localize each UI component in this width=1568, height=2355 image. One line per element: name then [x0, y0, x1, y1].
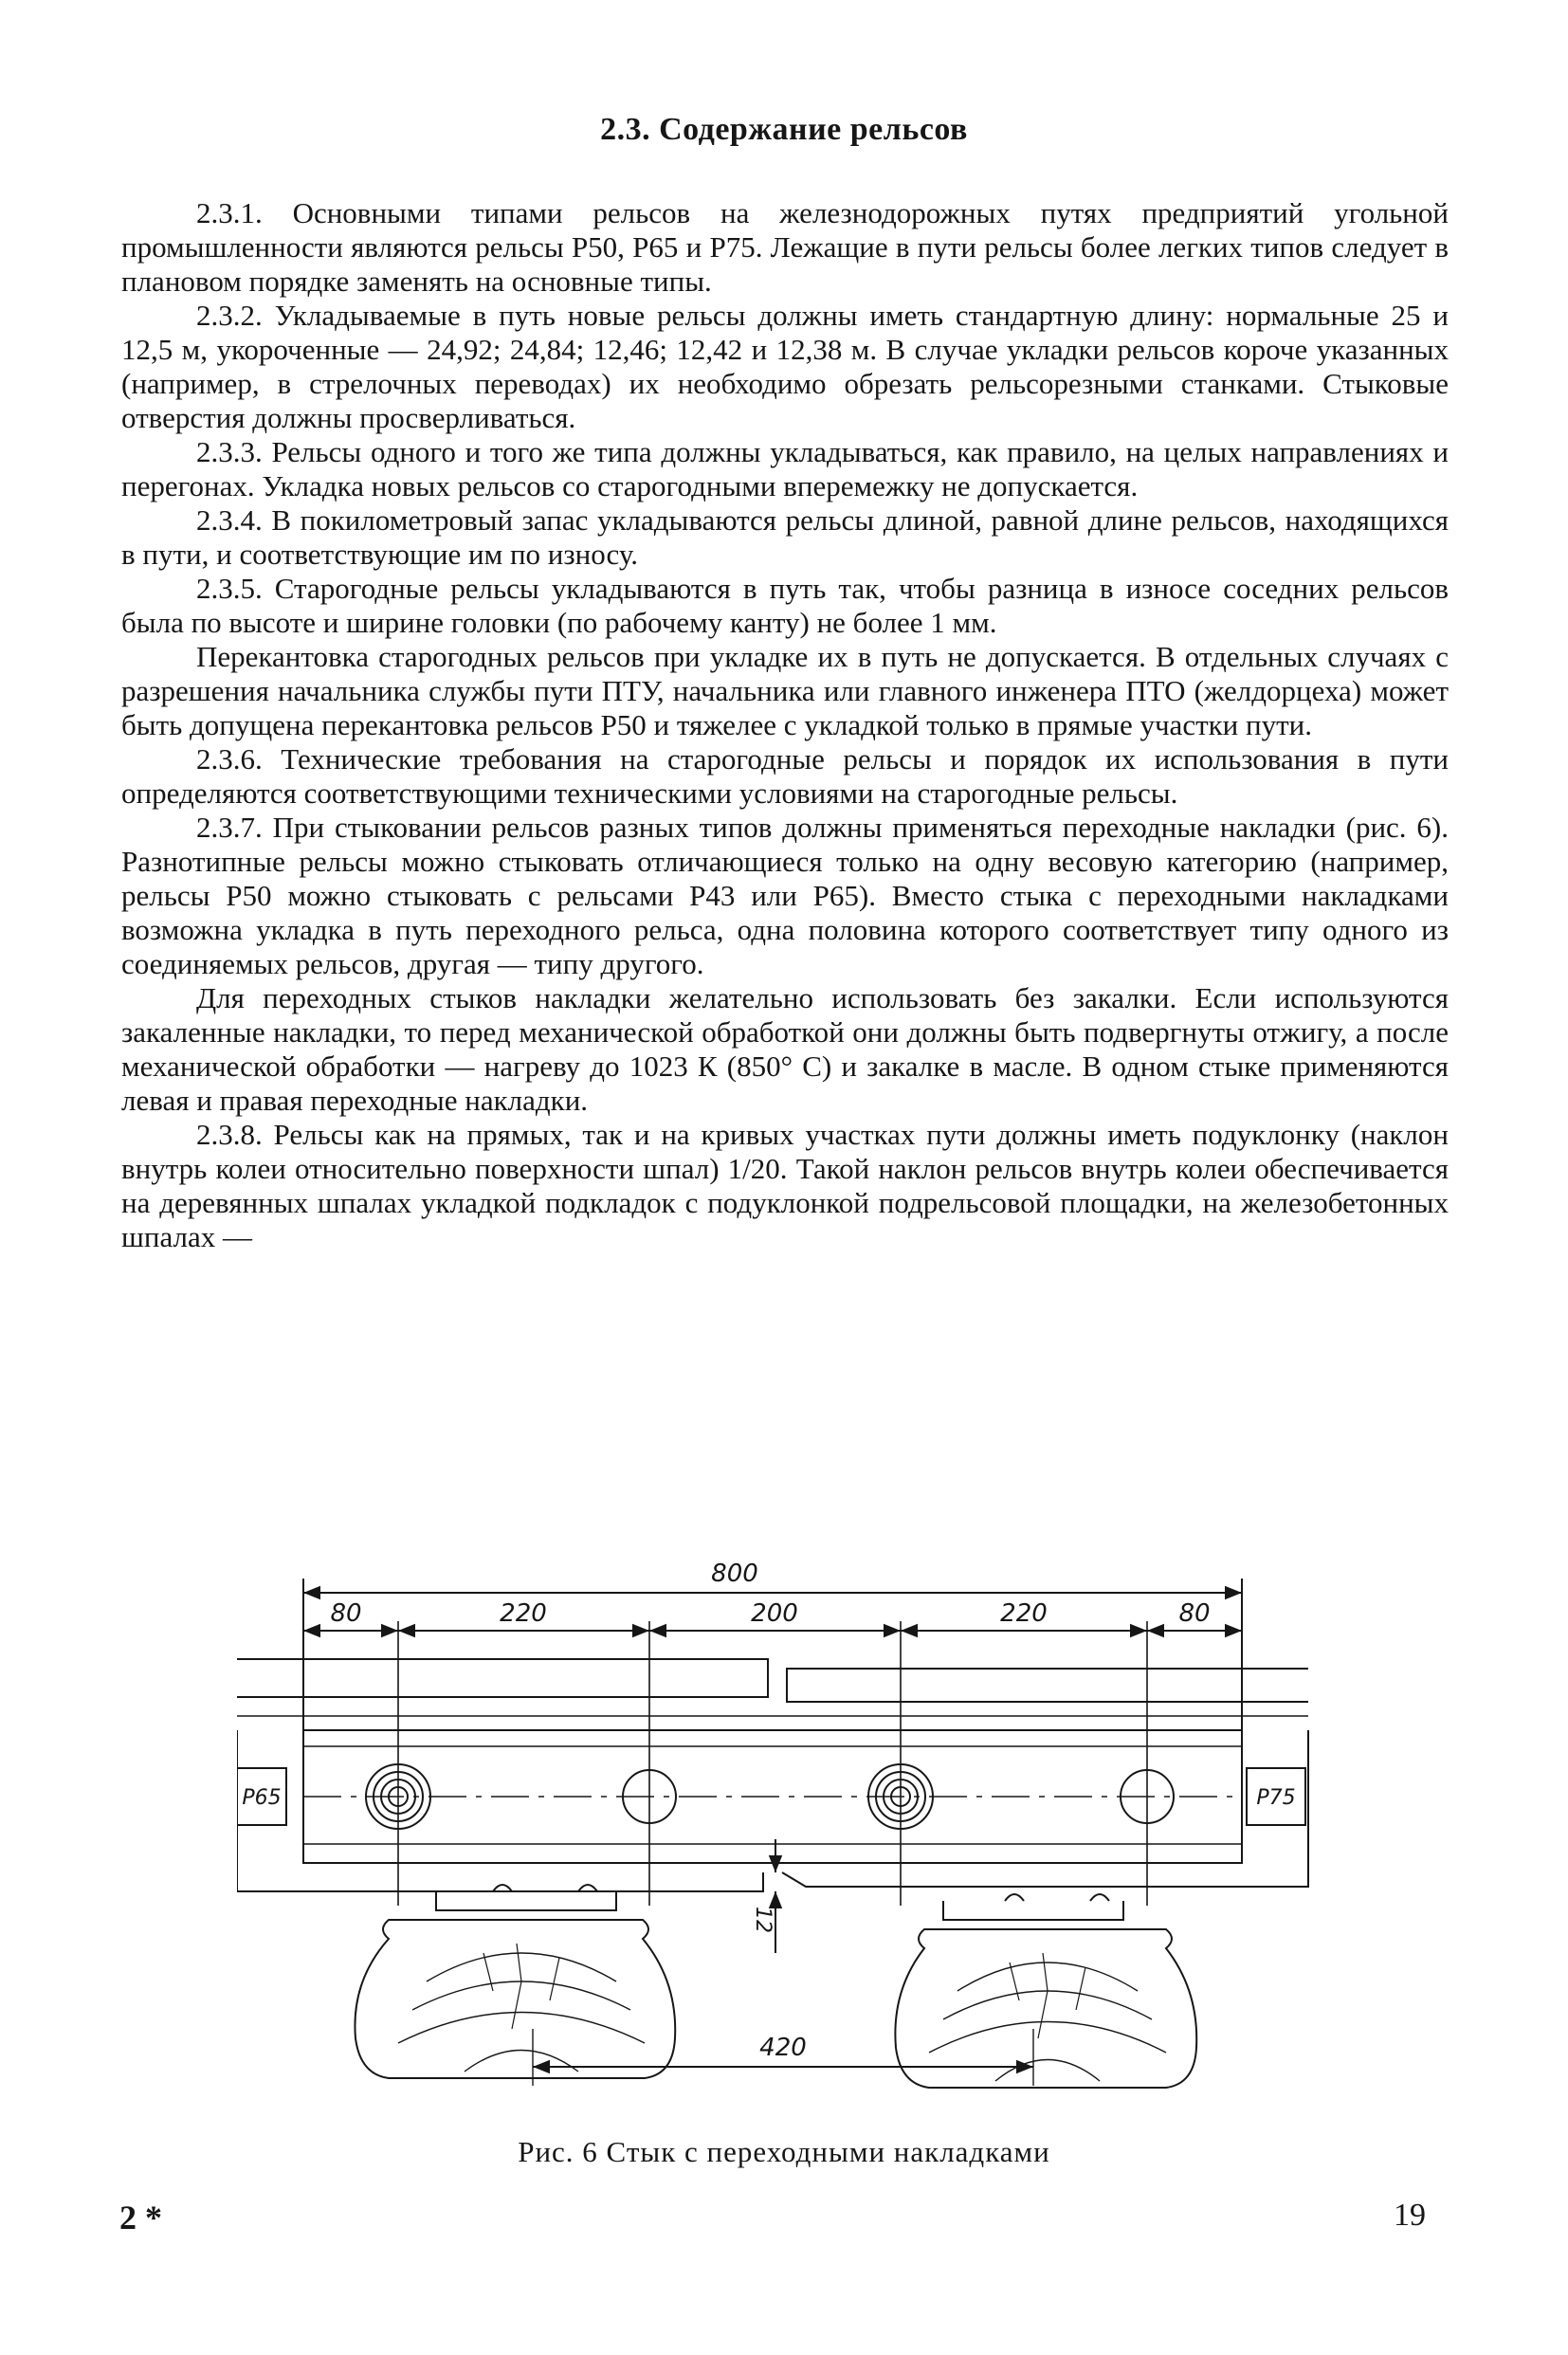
dim-label-total: 800 [711, 1560, 758, 1588]
dim-label-seg-5: 80 [1178, 1599, 1211, 1628]
paragraph-2-3-6: 2.3.6. Технические требования на старогодные рельсы и порядок их использования в пути определяются соответствующими техническими условиями на старогодные рельсы. [121, 742, 1449, 810]
rail-foot-right [782, 1863, 1308, 1887]
rail-label-right: Р75 [1256, 1786, 1296, 1810]
paragraph-2-3-8: 2.3.8. Рельсы как на прямых, так и на кривых участках пути должны иметь подуклонку (наклон внутрь колеи относительно поверхности шпал) 1/20. Такой наклон рельсов внутрь колеи обеспечивается на деревянных шпалах укладкой подкладок с подуклонкой подрельсовой площадки, на железобетонных шпалах — [121, 1118, 1449, 1253]
page-number: 19 [1394, 2198, 1426, 2233]
rail-label-left: Р65 [242, 1786, 282, 1810]
dim-label-seg-3: 200 [751, 1599, 798, 1628]
dim-label-seg-4: 220 [1000, 1599, 1048, 1628]
rail-foot-left [237, 1863, 763, 1891]
figure-caption: Рис. 6 Стык с переходными накладками [518, 2135, 1050, 2168]
paragraph-2-3-5: 2.3.5. Старогодные рельсы укладываются в путь так, чтобы разница в износе соседних рельсов была по высоте и ширине головки (по рабочему канту) не более 1 мм. [121, 572, 1449, 639]
sleeper-left [355, 1920, 675, 2078]
dim-label-seg-2: 220 [500, 1599, 547, 1628]
dim-label-seg-1: 80 [330, 1599, 362, 1628]
paragraph-2-3-4: 2.3.4. В покилометровый запас укладываются рельсы длиной, равной длине рельсов, находящихся в пути, и соответствующие им по износу. [121, 503, 1449, 571]
paragraph-2-3-2: 2.3.2. Укладываемые в путь новые рельсы должны иметь стандартную длину: нормальные 25 и 12,5 м, укороченные — 24,92; 24,84; 12,46; 12,42 и 12,38 м. В случае укладки рельсов короче указанных (например, в стрелочных переводах) их необходимо обрезать рельсорезными станками. Стыковые отверстия должны просверливаться. [121, 299, 1449, 434]
sleeper-right [895, 1929, 1196, 2088]
tie-plate-left [436, 1891, 616, 1910]
dim-label-sleepers: 420 [759, 2034, 807, 2062]
rail-head-right [787, 1669, 1308, 1702]
rail-joint-drawing [237, 1536, 1337, 2105]
paragraph-recanting: Перекантовка старогодных рельсов при укладке их в путь не допускается. В отдельных случаях с разрешения начальника службы пути ПТУ, начальника или главного инженера ПТО (желдорцеха) может быть допущена перекантовка рельсов Р50 и тяжелее с укладкой только в прямые участки пути. [121, 640, 1449, 741]
paragraph-2-3-7: 2.3.7. При стыковании рельсов разных типов должны применяться переходные накладки (рис. 6). Разнотипные рельсы можно стыковать отличающиеся только на одну весовую категорию (например, рельсы Р50 можно стыковать с рельсами Р43 или Р65). Вместо стыка с переходными накладками возможна укладка в путь переходного рельса, одна половина которого соответствует типу одного из соединяемых рельсов, другая — типу другого. [121, 811, 1449, 980]
signature-mark: 2 * [119, 2199, 162, 2236]
body-text [121, 196, 1449, 1254]
paragraph-2-3-3: 2.3.3. Рельсы одного и того же типа должны укладываться, как правило, на целых направлениях и перегонах. Укладка новых рельсов со старогодными вперемежку не допускается. [121, 435, 1449, 502]
dim-label-height: 12 [751, 1907, 775, 1933]
figure-rail-joint [237, 1536, 1337, 2105]
tie-plate-right [943, 1901, 1123, 1920]
paragraph-2-3-1: 2.3.1. Основными типами рельсов на железнодорожных путях предприятий угольной промышленности являются рельсы Р50, Р65 и Р75. Лежащие в пути рельсы более легких типов следует в плановом порядке заменять на основные типы. [121, 196, 1449, 298]
section-title: 2.3. Содержание рельсов [600, 112, 968, 147]
paragraph-transition-joints: Для переходных стыков накладки желательно использовать без закалки. Если используются закаленные накладки, то перед механической обработкой они должны быть подвергнуты отжигу, а после механической обработки — нагреву до 1023 К (850° С) и закалке в масле. В одном стыке применяются левая и правая переходные накладки. [121, 981, 1449, 1117]
rail-head-left [237, 1659, 768, 1697]
